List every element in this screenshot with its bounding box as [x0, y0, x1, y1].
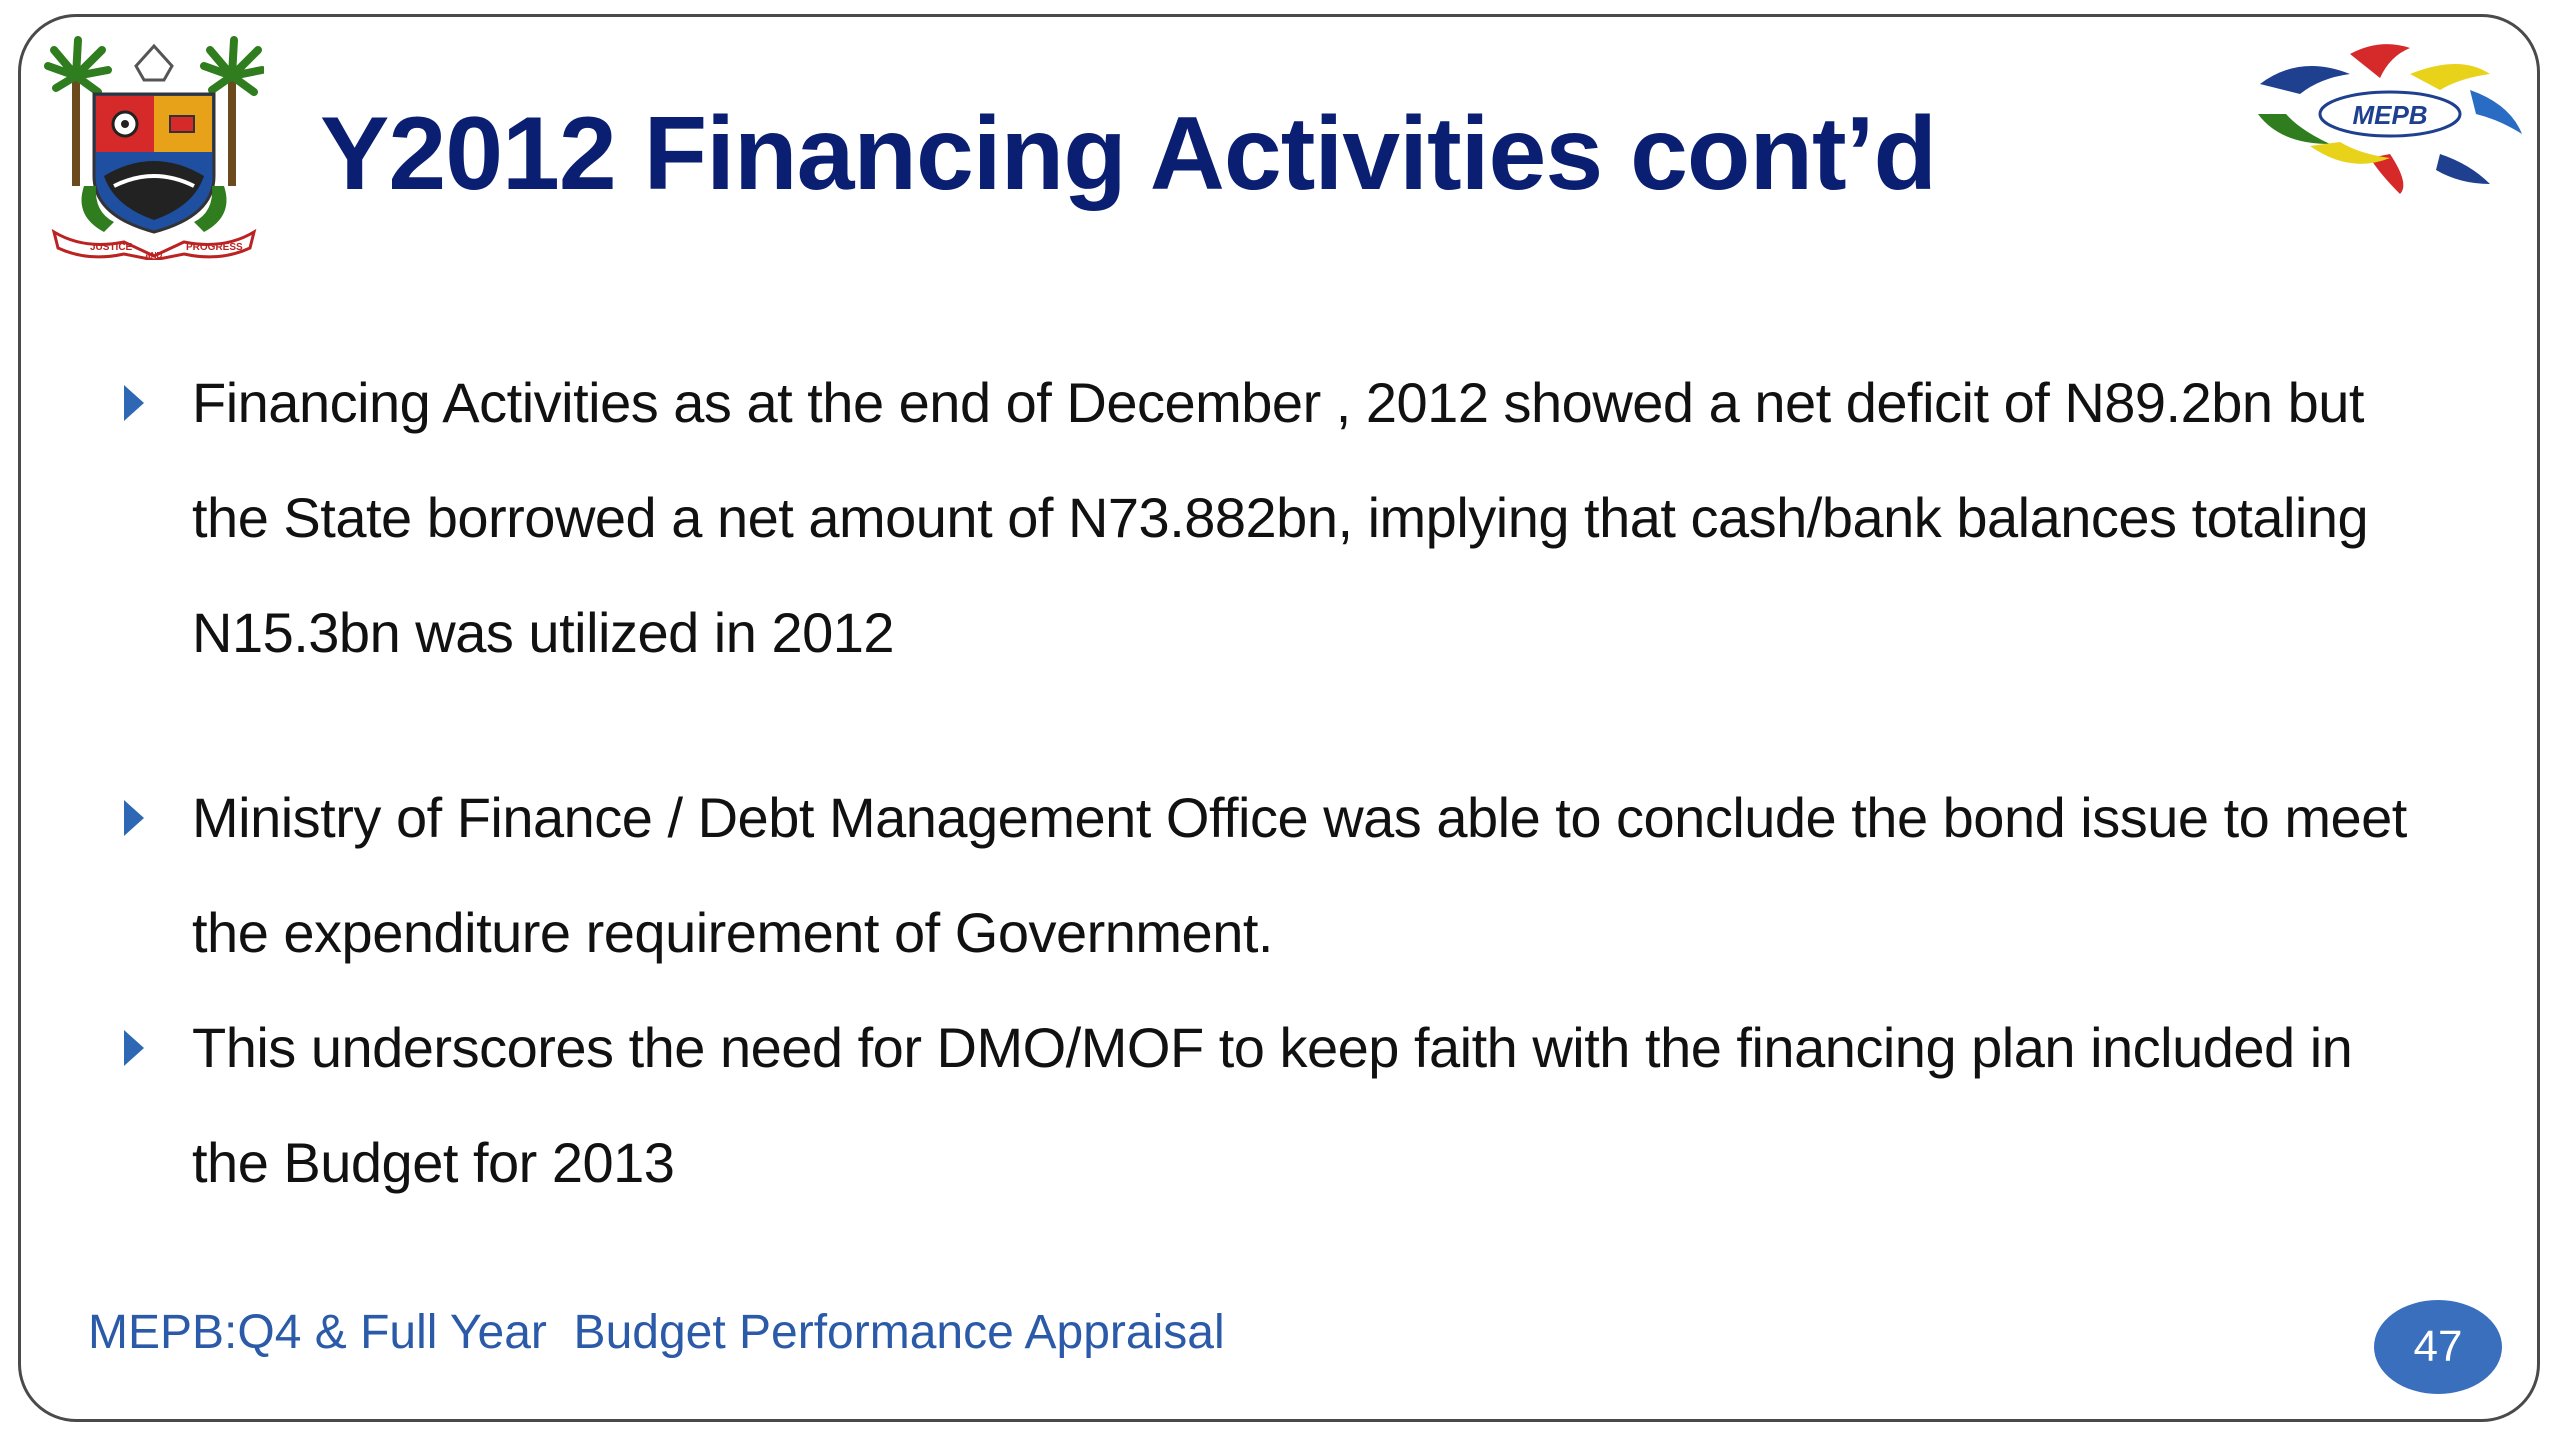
mepb-logo-icon [2240, 34, 2530, 194]
bullet-item [120, 990, 2420, 1220]
bullet-item [120, 760, 2420, 990]
crest-ribbon-text-3: PROGRESS [186, 242, 243, 253]
bullet-text: Ministry of Finance / Debt Management Office was able to conclude the bond issue to meet the expenditure requirement of Government. [192, 786, 2407, 964]
bullet-list [120, 345, 2420, 1220]
bullet-text: Financing Activities as at the end of December , 2012 showed a net deficit of N89.2bn but the State borrowed a net amount of N73.882bn, implying that cash/bank balances totaling N15.3bn was utilized in 2012 [192, 371, 2369, 664]
crest-ribbon-text-1: JUSTICE [90, 242, 133, 253]
mepb-logo-text: MEPB [2352, 100, 2428, 130]
crest-ribbon-text-2: AND [145, 251, 163, 260]
page-number-badge: 47 [2374, 1300, 2502, 1394]
lagos-crest-icon [44, 36, 264, 260]
bullet-arrow-icon [124, 385, 144, 421]
slide-title: Y2012 Financing Activities cont’d [320, 96, 1937, 212]
slide-footer: MEPB:Q4 & Full Year Budget Performance Appraisal [88, 1306, 1225, 1359]
bullet-text: This underscores the need for DMO/MOF to keep faith with the financing plan included in the Budget for 2013 [192, 1016, 2353, 1194]
bullet-item [120, 345, 2420, 690]
bullet-arrow-icon [124, 800, 144, 836]
bullet-arrow-icon [124, 1030, 144, 1066]
